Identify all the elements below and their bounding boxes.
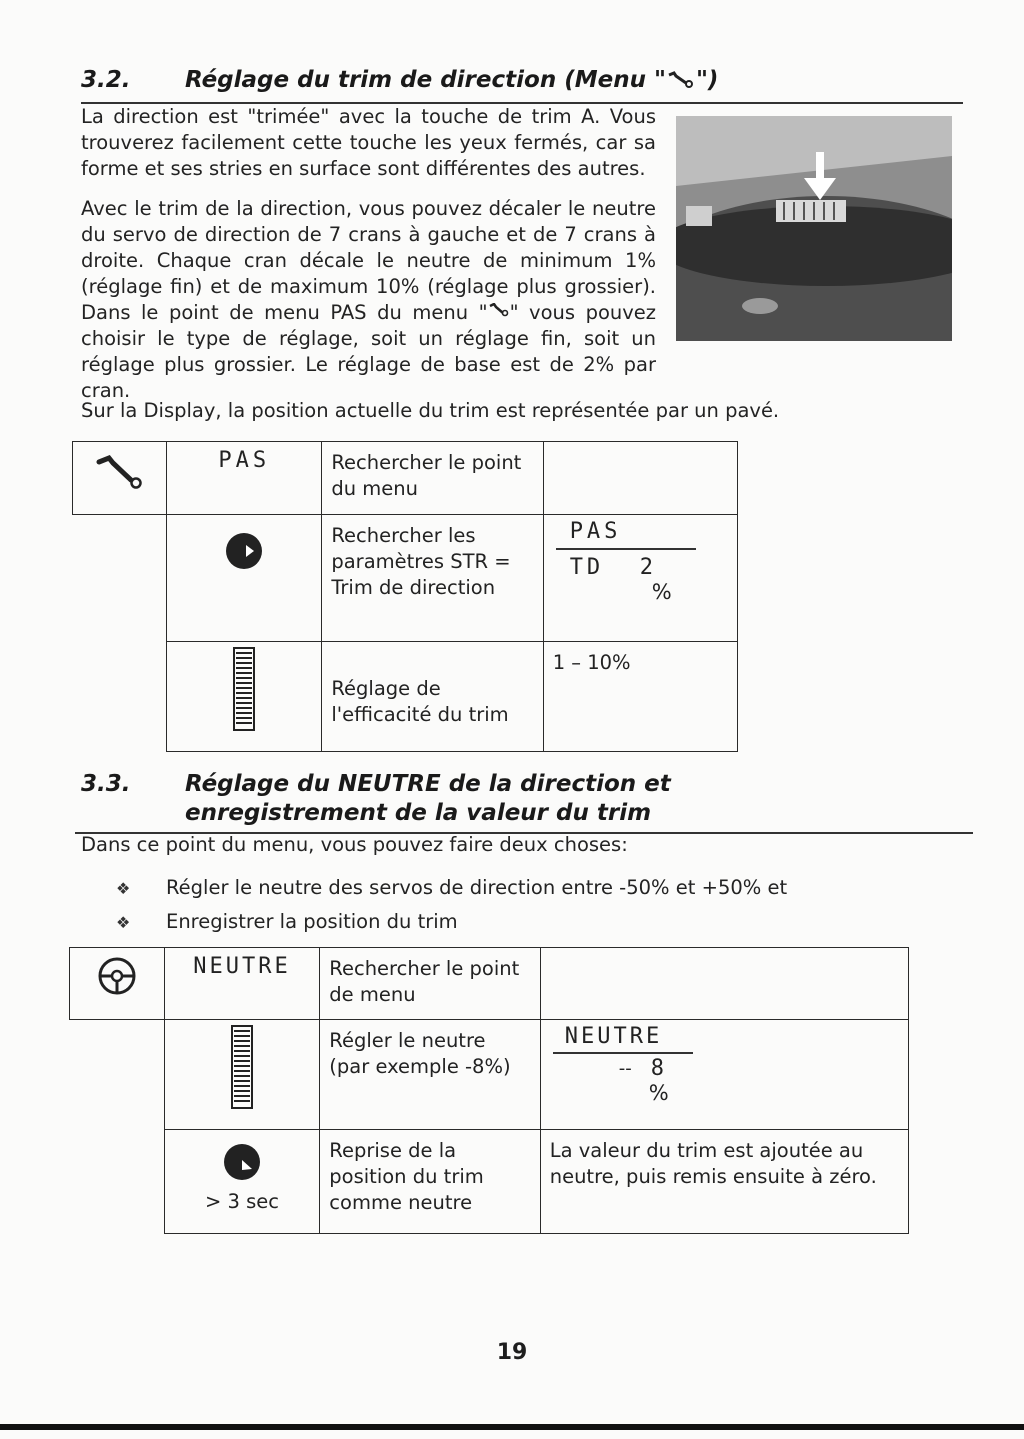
- table-row: [73, 442, 738, 515]
- section-title-line-1: Réglage du NEUTRE de la direction et: [185, 771, 671, 797]
- display-cell: [167, 442, 322, 515]
- lcd-right-text: 8: [650, 1056, 668, 1081]
- trim-slider-icon: [165, 1020, 320, 1116]
- bullet-item: Enregistrer la position du trim: [166, 910, 458, 933]
- menu-table-3-2: [72, 441, 738, 752]
- steering-wheel-icon: [70, 948, 164, 1003]
- icon-cell: [73, 442, 167, 515]
- table-description: Réglage de l'efficacité du trim: [331, 677, 509, 726]
- value-cell: [540, 1130, 908, 1234]
- section-title-3-2: [185, 66, 718, 95]
- table-row: [73, 515, 738, 642]
- desc-cell: [320, 948, 540, 1020]
- lcd-display-text: PAS: [218, 448, 271, 473]
- lcd-cell: [543, 515, 737, 642]
- lcd-readout: [541, 1020, 908, 1124]
- paragraph-2-text-end: " vous pouvez choisir le type de réglage, soit un réglage fin, soit un réglage plus grossier. Le réglage de base est de 2% par cran.: [81, 301, 657, 402]
- value-cell: [543, 642, 737, 752]
- lcd-left-text: TD: [569, 555, 605, 580]
- wrench-icon: [73, 442, 166, 497]
- section-number-3-3: 3.3.: [81, 771, 131, 797]
- paragraph-3: Sur la Display, la position actuelle du trim est représentée par un pavé.: [81, 399, 780, 422]
- scan-edge-line: [0, 1424, 1024, 1430]
- icon-cell: [164, 1020, 320, 1130]
- lcd-cell: [540, 1020, 908, 1130]
- paragraph-2-wrapped: [81, 196, 656, 404]
- paragraph-2-text: Avec le trim de la direction, vous pouvez décaler le neutre du servo de direction de 7 crans à gauche et de 7 crans à droite. Chaque cran décale le neutre de minimum 1% (réglage fin) et de maximum 10% (réglage plus grossier). Dans le point de menu PAS du menu ": [81, 197, 656, 324]
- bullet-glyph: ❖: [116, 879, 131, 898]
- bullet-item: Régler le neutre des servos de direction entre -50% et +50% et: [166, 876, 788, 899]
- paragraph-1: La direction est "trimée" avec la touche de trim A. Vous trouverez facilement cette touche les yeux fermés, car sa forme et ses stries en surface sont différentes des autres.: [81, 105, 656, 180]
- section-title-text: Réglage du trim de direction (Menu ": [185, 67, 666, 93]
- desc-cell: [320, 1020, 540, 1130]
- trim-slider-icon: [167, 642, 321, 738]
- lcd-left-text: --: [618, 1058, 632, 1079]
- icon-cell: [164, 1130, 320, 1234]
- section-title-end: "): [695, 67, 719, 93]
- table-description: Rechercher le point du menu: [331, 451, 522, 500]
- table-description: Régler le neutre (par exemple -8%): [329, 1029, 511, 1078]
- intro-text: Dans ce point du menu, vous pouvez faire deux choses:: [81, 833, 628, 856]
- desc-cell: [322, 515, 543, 642]
- lcd-top-text: NEUTRE: [564, 1024, 663, 1049]
- table-row: [73, 642, 738, 752]
- section-title-line-2: enregistrement de la valeur du trim: [185, 800, 652, 826]
- table-description: Reprise de la position du trim comme neutre: [329, 1139, 484, 1214]
- icon-cell: [167, 515, 322, 642]
- desc-cell: [320, 1130, 540, 1234]
- bullet-glyph: ❖: [116, 913, 131, 932]
- rotary-knob-icon: [165, 1130, 320, 1189]
- wrench-icon: [488, 301, 510, 324]
- lcd-unit: %: [648, 1081, 669, 1105]
- value-cell: [540, 948, 908, 1020]
- table-row: [70, 1130, 909, 1234]
- lcd-top-text: PAS: [569, 519, 622, 544]
- value-cell: [543, 442, 737, 515]
- table-row: [70, 1020, 909, 1130]
- rotary-knob-icon: [167, 515, 321, 578]
- lcd-divider: [553, 1052, 693, 1054]
- page-number: 19: [496, 1340, 528, 1365]
- lcd-unit: %: [651, 580, 672, 604]
- icon-cell: [70, 948, 165, 1020]
- table-value: La valeur du trim est ajoutée au neutre, puis remis ensuite à zéro.: [549, 1139, 877, 1188]
- lcd-display-text: NEUTRE: [193, 954, 291, 979]
- lcd-divider: [556, 548, 696, 550]
- table-row: [70, 948, 909, 1020]
- table-description: Rechercher le point de menu: [329, 957, 520, 1006]
- desc-cell: [322, 642, 543, 752]
- lcd-readout: [544, 515, 737, 635]
- menu-table-3-3: [69, 947, 909, 1234]
- lcd-right-text: 2: [639, 555, 657, 580]
- table-value: 1 – 10%: [552, 651, 631, 674]
- section-title-3-3: [185, 770, 671, 828]
- icon-cell: [167, 642, 322, 752]
- trim-button-photo: [676, 116, 952, 341]
- desc-cell: [322, 442, 543, 515]
- table-description: Rechercher les paramètres STR = Trim de direction: [331, 524, 511, 599]
- section-number-3-2: 3.2.: [81, 67, 131, 93]
- wrench-icon: [666, 67, 696, 93]
- hold-duration-label: > 3 sec: [204, 1190, 279, 1213]
- display-cell: [164, 948, 320, 1020]
